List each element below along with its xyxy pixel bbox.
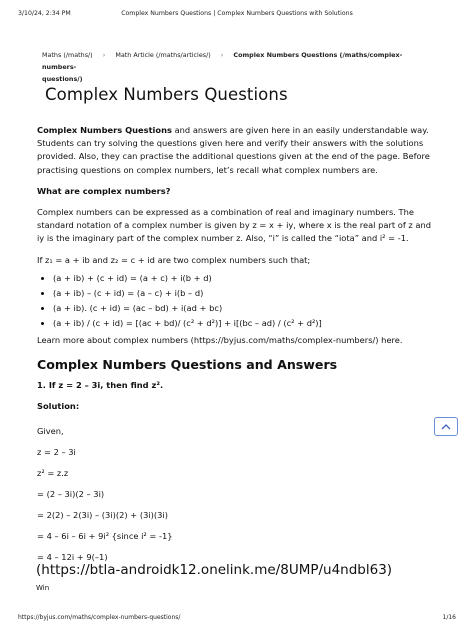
formula-list	[37, 271, 437, 331]
win-label: Win	[36, 584, 50, 592]
print-datetime: 3/10/24, 2:34 PM	[18, 10, 71, 17]
solution-label: Solution:	[37, 401, 80, 412]
solution-step: = 4 – 6i – 6i + 9i² {since i² = -1}	[37, 531, 173, 542]
formula-item: • (a + ib) + (c + id) = (a + c) + i(b + d)	[53, 271, 437, 286]
app-download-link[interactable]	[36, 562, 392, 596]
breadcrumb-separator: ›	[102, 51, 106, 59]
intro-text: and answers are given here in an easily understandable way. Students can try solving the questions given here and verify their answers with the solutions provided. Also, they can practise the additional questions given at the end of the page. Before practising questions on complex numbers, let’s recall what complex numbers are.	[37, 125, 430, 175]
solution-step: Given,	[37, 426, 64, 437]
formula-item: • (a + ib). (c + id) = (ac – bd) + i(ad + bc)	[53, 301, 437, 316]
page-title: Complex Numbers Questions	[45, 85, 288, 104]
breadcrumb	[42, 49, 422, 85]
scroll-to-top-button[interactable]	[434, 417, 458, 436]
solution-step: z = 2 – 3i	[37, 447, 76, 458]
intro-paragraph	[37, 124, 437, 177]
breadcrumb-item-math-article[interactable]: Math Article (/maths/articles/)	[115, 51, 211, 59]
footer-page-number: 1/16	[442, 614, 456, 621]
breadcrumb-item-current-cont[interactable]: questions/)	[42, 75, 83, 83]
definition-paragraph: Complex numbers can be expressed as a combination of real and imaginary numbers. The standard notation of a complex number is given by z = x + iy, where x is the real part of z and iy is the imaginary part of the complex number z. Also, “i” is called the “iota” and i² = -1.	[37, 207, 432, 244]
learn-more-link[interactable]: Learn more about complex numbers (https://byjus.com/maths/complex-numbers/) here.	[37, 334, 403, 345]
what-heading: What are complex numbers?	[37, 185, 171, 196]
formula-item: • (a + ib) / (c + id) = [(ac + bd)/ (c² + d²)] + i[(bc – ad) / (c² + d²)]	[53, 316, 437, 331]
solution-step: = (2 – 3i)(2 – 3i)	[37, 489, 105, 500]
intro-bold: Complex Numbers Questions	[37, 125, 172, 135]
breadcrumb-item-current[interactable]: Complex Numbers Questions (/maths/complex-numbers-	[42, 51, 403, 71]
chevron-up-icon	[441, 423, 451, 430]
print-page-title: Complex Numbers Questions | Complex Numbers Questions with Solutions	[121, 10, 353, 17]
print-header	[18, 10, 456, 22]
solution-step: = 2(2) – 2(3i) – (3i)(2) + (3i)(3i)	[37, 510, 168, 521]
qa-heading: Complex Numbers Questions and Answers	[37, 357, 338, 373]
footer-url: https://byjus.com/maths/complex-numbers-questions/	[18, 614, 181, 621]
print-footer	[18, 614, 456, 624]
formula-item: • (a + ib) – (c + id) = (a – c) + i(b – d)	[53, 286, 437, 301]
breadcrumb-separator: ›	[220, 51, 224, 59]
solution-step: z² = z.z	[37, 468, 69, 479]
app-link-text[interactable]: (https://btla-androidk12.onelink.me/8UMP/u4ndbl63)	[36, 562, 393, 578]
solution-step: = 4 – 12i + 9(–1)	[37, 552, 108, 563]
breadcrumb-item-maths[interactable]: Maths (/maths/)	[42, 51, 93, 59]
article-body	[37, 124, 437, 568]
question-1: 1. If z = 2 – 3i, then find z².	[37, 380, 164, 391]
if-line: If z₁ = a + ib and z₂ = c + id are two complex numbers such that;	[37, 254, 311, 265]
